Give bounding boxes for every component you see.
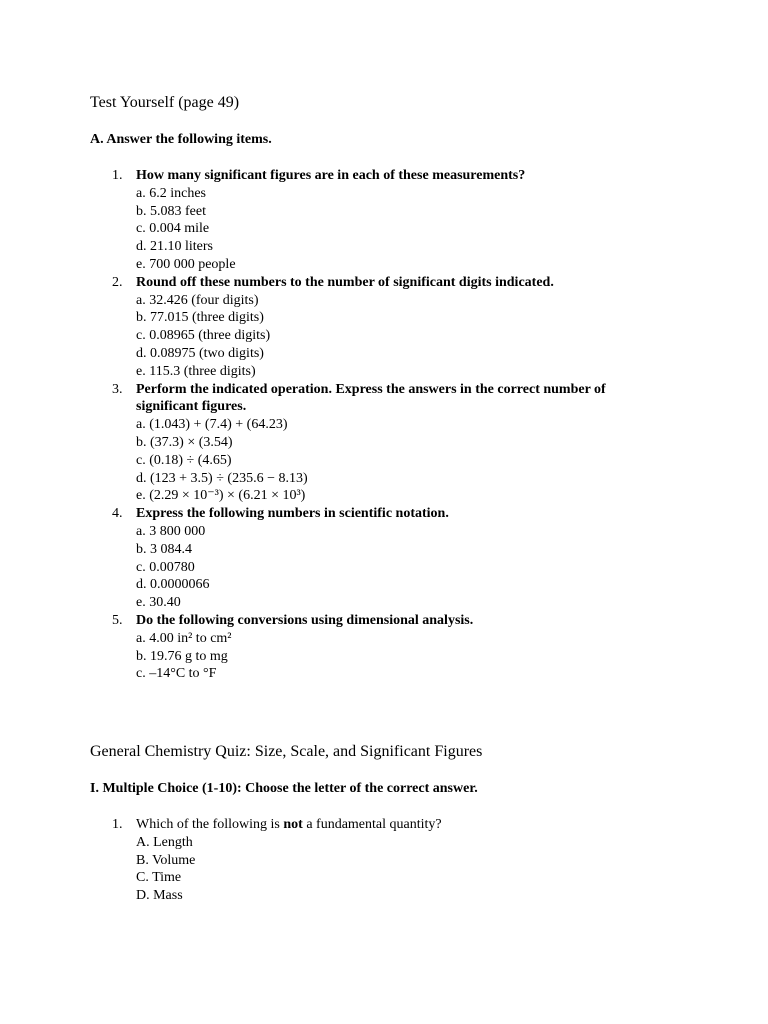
answer-option: d. 21.10 liters [136, 239, 213, 255]
section-2-question-list [90, 816, 670, 905]
question-number: 2. [112, 274, 123, 290]
question-number: 1. [112, 168, 123, 183]
section-2-title: General Chemistry Quiz: Size, Scale, and Significant Figures [90, 743, 483, 760]
question-number: 1. [112, 817, 123, 832]
answer-option: A. Length [136, 834, 193, 850]
answer-option: a. 3 800 000 [136, 523, 206, 539]
answer-option: c. 0.004 mile [136, 221, 210, 237]
answer-option: d. 0.08975 (two digits) [136, 345, 264, 361]
question-item [90, 505, 670, 612]
question-prompt [136, 816, 670, 834]
answer-option: b. 77.015 (three digits) [136, 310, 264, 326]
answer-option: d. 0.0000066 [136, 577, 210, 593]
answer-option: d. (123 + 3.5) ÷ (235.6 − 8.13) [136, 470, 308, 486]
answer-option: B. Volume [136, 852, 196, 868]
answer-option: c. –14°C to °F [136, 666, 217, 682]
question-item [90, 381, 670, 506]
question-prompt: Round off these numbers to the number of significant digits indicated. [136, 274, 554, 290]
answer-option: a. 32.426 (four digits) [136, 292, 259, 308]
answer-option: e. 30.40 [136, 595, 181, 611]
answer-option: c. (0.18) ÷ (4.65) [136, 452, 232, 468]
section-1-subtitle: A. Answer the following items. [90, 132, 272, 147]
question-number: 4. [112, 506, 123, 522]
question-prompt: Perform the indicated operation. Express the answers in the correct number of significant figures. [136, 381, 606, 415]
answer-option: c. 0.08965 (three digits) [136, 328, 271, 344]
question-prompt: Do the following conversions using dimensional analysis. [136, 612, 474, 628]
question-item [90, 274, 670, 381]
answer-option: a. 6.2 inches [136, 185, 206, 201]
answer-option: e. (2.29 × 10⁻³) × (6.21 × 10³) [136, 488, 306, 504]
answer-option: a. 4.00 in² to cm² [136, 630, 232, 646]
question-item [90, 816, 670, 905]
answer-option: c. 0.00780 [136, 559, 195, 575]
question-number: 3. [112, 381, 123, 397]
answer-option: D. Mass [136, 888, 183, 904]
question-prompt-end: a fundamental quantity? [302, 817, 442, 832]
answer-option: b. 3 084.4 [136, 541, 192, 557]
section-2-subtitle: I. Multiple Choice (1-10): Choose the letter of the correct answer. [90, 781, 478, 796]
answer-option: b. 5.083 feet [136, 203, 206, 219]
section-1-question-list [90, 167, 670, 683]
answer-option: b. 19.76 g to mg [136, 648, 228, 664]
answer-option: C. Time [136, 870, 182, 886]
question-prompt-emphasis: not [283, 817, 303, 832]
question-item [90, 612, 670, 683]
answer-option: e. 115.3 (three digits) [136, 363, 256, 379]
question-number: 5. [112, 612, 123, 628]
question-prompt-start: Which of the following is [136, 817, 284, 832]
question-prompt: Express the following numbers in scientific notation. [136, 506, 449, 522]
answer-option: a. (1.043) + (7.4) + (64.23) [136, 417, 288, 433]
answer-option: e. 700 000 people [136, 256, 236, 272]
question-prompt: How many significant figures are in each of these measurements? [136, 168, 526, 183]
question-item [90, 167, 670, 274]
answer-option: b. (37.3) × (3.54) [136, 434, 233, 450]
section-1-title: Test Yourself (page 49) [90, 94, 240, 111]
